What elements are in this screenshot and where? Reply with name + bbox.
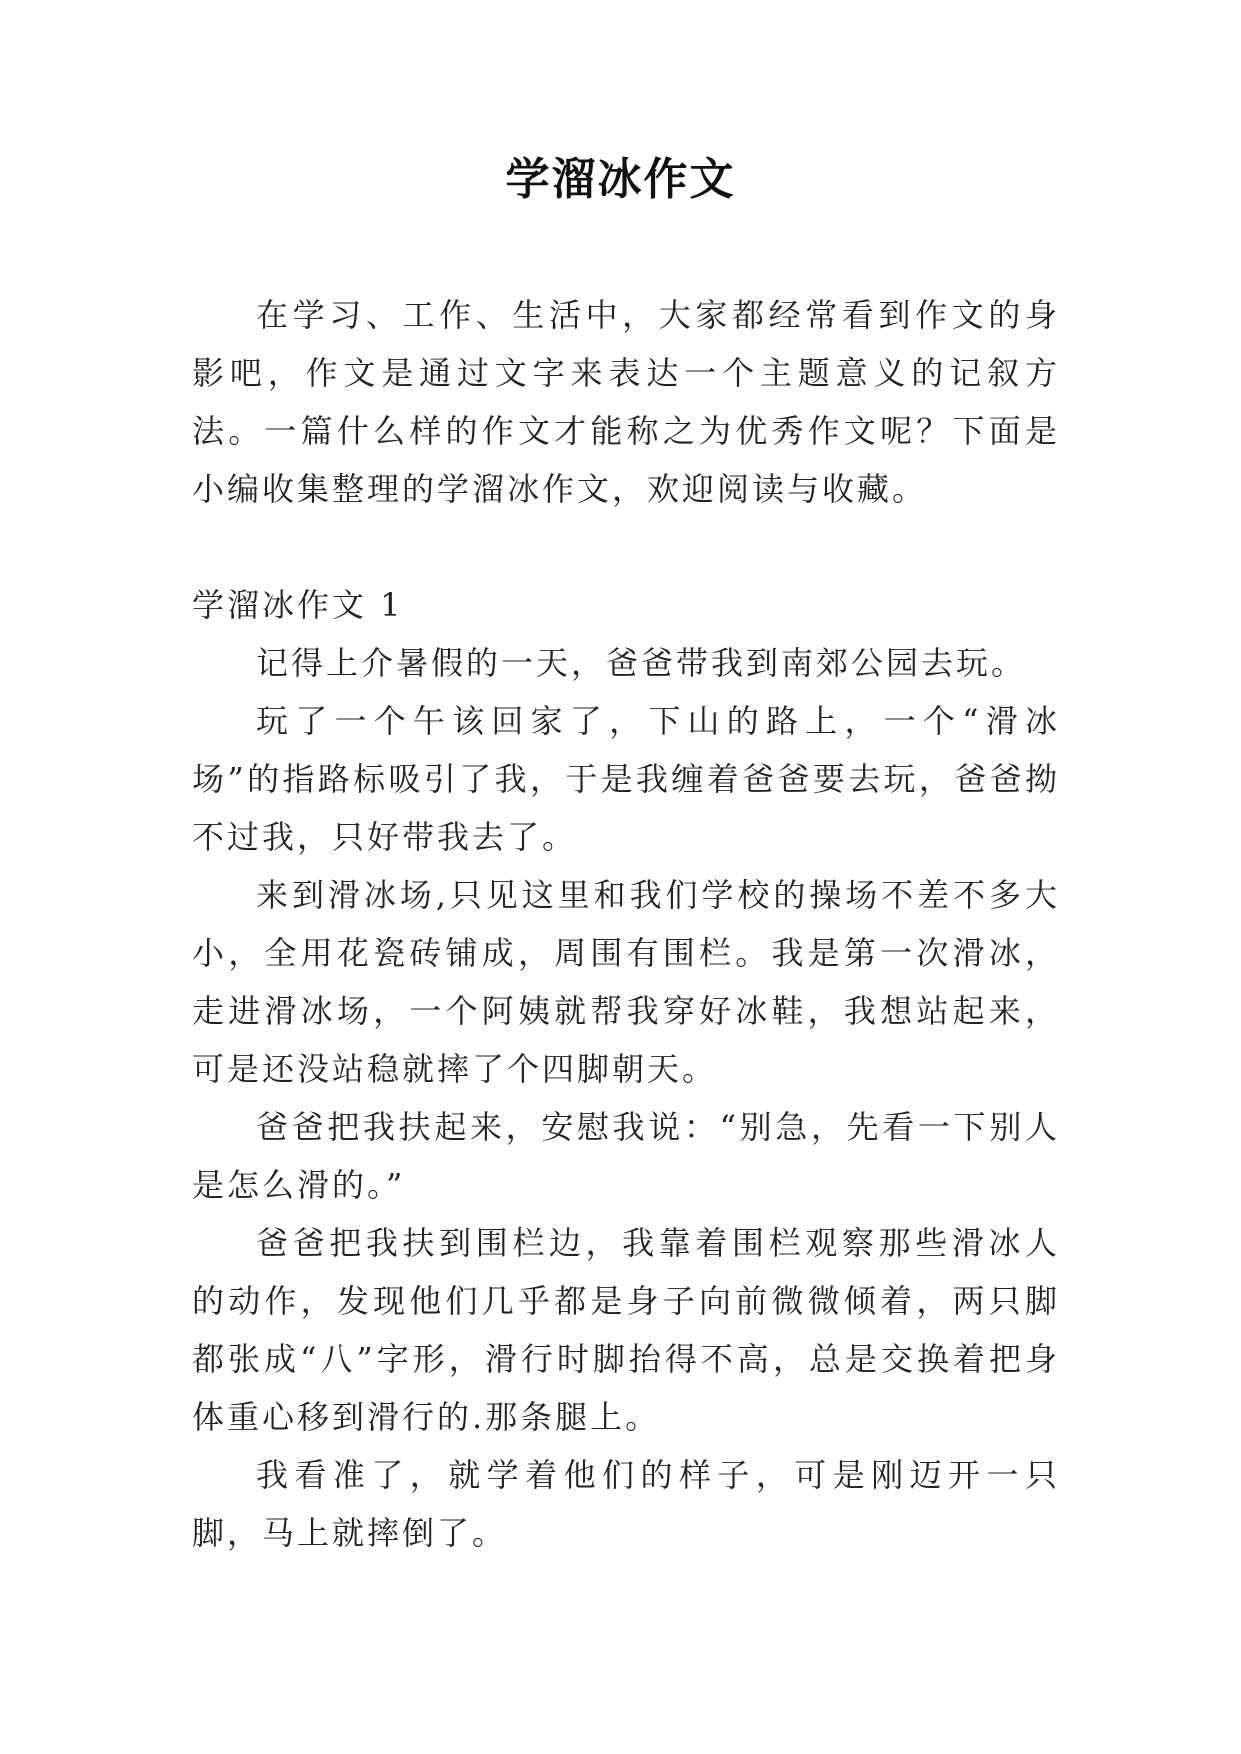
body-paragraph: 来到滑冰场,只见这里和我们学校的操场不差不多大小，全用花瓷砖铺成，周围有围栏。我是第一次滑冰，走进滑冰场，一个阿姨就帮我穿好冰鞋，我想站起来，可是还没站稳就摔了个四脚朝天。 xyxy=(192,876,1060,1088)
body-paragraph: 爸爸把我扶到围栏边，我靠着围栏观察那些滑冰人的动作，发现他们几乎都是身子向前微微倾着，两只脚都张成“八”字形，滑行时脚抬得不高，总是交换着把身体重心移到滑行的.那条腿上。 xyxy=(192,1224,1060,1436)
document-title: 学溜冰作文 xyxy=(505,154,736,205)
body-paragraph: 玩了一个午该回家了，下山的路上，一个“滑冰场”的指路标吸引了我，于是我缠着爸爸要去玩，爸爸拗不过我，只好带我去了。 xyxy=(192,702,1060,856)
section-heading: 学溜冰作文 1 xyxy=(192,586,404,624)
body-paragraph: 记得上介暑假的一天，爸爸带我到南郊公园去玩。 xyxy=(256,644,1027,682)
body-paragraph: 我看准了，就学着他们的样子，可是刚迈开一只脚，马上就摔倒了。 xyxy=(192,1456,1060,1552)
body-paragraph: 爸爸把我扶起来，安慰我说：“别急，先看一下别人是怎么滑的。” xyxy=(192,1108,1060,1204)
document-body xyxy=(192,286,1060,1562)
intro-paragraph: 在学习、工作、生活中，大家都经常看到作文的身影吧，作文是通过文字来表达一个主题意义的记叙方法。一篇什么样的作文才能称之为优秀作文呢？下面是小编收集整理的学溜冰作文，欢迎阅读与收藏。 xyxy=(192,296,1060,508)
